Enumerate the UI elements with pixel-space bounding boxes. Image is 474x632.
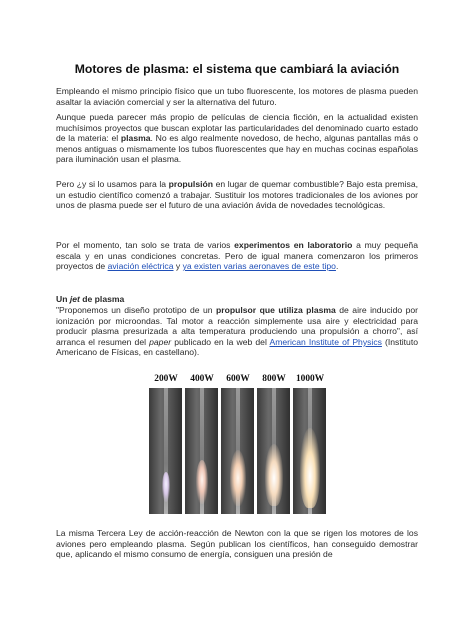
text-run: en lugar de quemar combustible? Bajo esta premisa, un estudio científico comenzó a trabajar. Sustituir los motores tradicionales de los aviones por unos de plasma puede ser el futuro de una aviación ávida de novedades tecnológicas. xyxy=(56,179,418,211)
newton-text: La misma Tercera Ley de acción-reacción de Newton con la que se rigen los motores de los aviones pero empleando plasma. Según publican los científicos, han conseguido demostrar que, aplicando el mismo consumo de energía, consiguen una presión de xyxy=(56,528,418,560)
paragraph-quote xyxy=(56,305,418,358)
heading-jet: jet xyxy=(69,294,80,304)
plasma-photo-1000w xyxy=(293,388,326,514)
paragraph-experiments xyxy=(56,240,418,272)
label-600w: 600W xyxy=(226,374,250,384)
power-labels xyxy=(148,374,328,386)
text-run: . xyxy=(335,261,339,272)
heading-run: de plasma xyxy=(79,294,125,304)
text-run: a muy pequeña escala y en unas condiciones concretas. Pero de igual manera comenzaron los primeros proyectos de xyxy=(56,240,418,272)
label-1000w: 1000W xyxy=(295,374,325,384)
intro-paragraph xyxy=(56,86,418,107)
text-run: Pero ¿y si lo usamos para la xyxy=(56,179,169,189)
label-200w: 200W xyxy=(154,374,178,384)
paragraph-newton xyxy=(56,528,418,560)
label-800w: 800W xyxy=(262,374,286,384)
plasma-photo-400w xyxy=(185,388,218,514)
bold-experiments: experimentos en laboratorio xyxy=(234,240,353,250)
text-run: (Instituto Americano de Físicas, en castellano). xyxy=(56,336,418,358)
intro-text: Empleando el mismo principio físico que un tubo fluorescente, los motores de plasma pueden asaltar la aviación comercial y ser la alternativa del futuro. xyxy=(56,86,418,107)
text-run: Por el momento, tan solo se trata de varios xyxy=(56,240,235,250)
text-run: de aire inducido por ionización por microondas. Tal motor a reacción simplemente usa aire y electricidad para producir plasma presurizada a alta temperatura produciendo una propulsión a chorro", así arranca el resumen del xyxy=(56,305,419,347)
page-title: Motores de plasma: el sistema que cambiará la aviación xyxy=(74,62,400,76)
text-run: "Proponemos un diseño prototipo de un xyxy=(56,305,217,315)
plasma-photo-600w xyxy=(221,388,254,514)
plasma-photos xyxy=(148,388,328,514)
paragraph-plasma-state xyxy=(56,112,418,165)
plasma-photo-200w xyxy=(149,388,182,514)
plasma-jet-figure xyxy=(148,374,328,514)
heading-run: Un xyxy=(56,294,70,304)
label-400w: 400W xyxy=(190,374,214,384)
link-aip[interactable]: American Institute of Physics xyxy=(269,336,382,347)
text-run: Aunque pueda parecer más propio de películas de ciencia ficción, en la actualidad existen muchísimos proyectos que buscan explotar las particularidades del denominado cuarto estado de la materia: el xyxy=(56,112,418,144)
text-run: . No es algo realmente novedoso, de hecho, algunas pantallas más o menos antiguas o mismamente los tubos fluorescentes que hay en muchas cocinas españolas para iluminación usan el plasma. xyxy=(56,133,419,165)
bold-propulsor: propulsor que utiliza plasma xyxy=(216,305,336,315)
plasma-photo-800w xyxy=(257,388,290,514)
paragraph-propulsion xyxy=(56,179,418,211)
bold-plasma: plasma xyxy=(120,133,151,144)
bold-propulsion: propulsión xyxy=(168,179,213,189)
link-electric-aviation[interactable]: aviación eléctrica xyxy=(107,261,174,272)
section-heading xyxy=(56,294,418,305)
italic-paper: paper xyxy=(149,336,172,347)
link-existing-aircraft[interactable]: ya existen varias aeronaves de este tipo xyxy=(182,261,336,272)
text-run: publicado en la web del xyxy=(171,336,270,347)
text-run: y xyxy=(173,261,183,272)
